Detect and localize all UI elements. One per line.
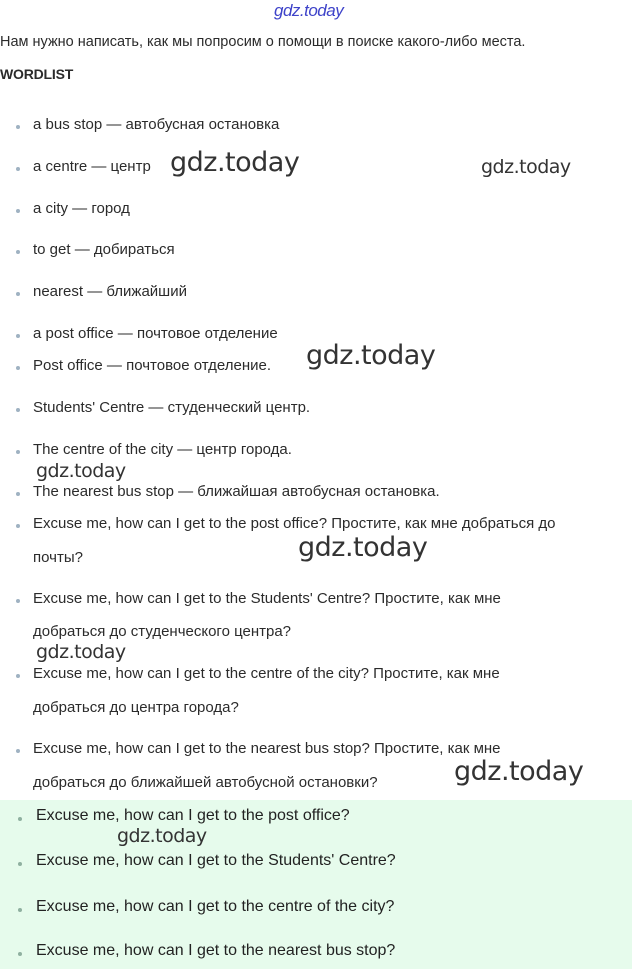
watermark: gdz.today [454,756,584,787]
watermark: gdz.today [298,532,428,563]
wordlist-heading: WORDLIST [0,66,74,82]
bullet-icon [16,292,20,296]
list-item-text: a city — город [33,200,130,217]
bullet-icon [16,524,20,528]
list-item-text: Excuse me, how can I get to the post office? Простите, как мне добраться до [33,515,556,532]
site-mark: gdz.today [274,1,344,20]
list-item-text: Excuse me, how can I get to the Students' Centre? Простите, как мне [33,590,501,607]
bullet-icon [18,862,22,866]
answer-text: Excuse me, how can I get to the post office? [36,807,350,824]
list-item-text: a centre — центр [33,158,151,175]
bullet-icon [16,167,20,171]
list-item-text: The nearest bus stop — ближайшая автобусная остановка. [33,483,440,500]
watermark: gdz.today [36,460,126,482]
list-item-text: The centre of the city — центр города. [33,441,292,458]
list-item-text: Excuse me, how can I get to the nearest bus stop? Простите, как мне [33,740,501,757]
watermark: gdz.today [170,147,300,178]
list-item-text: Students' Centre — студенческий центр. [33,399,311,416]
bullet-icon [16,674,20,678]
watermark: gdz.today [117,825,207,847]
list-item-text: a post office — почтовое отделение [33,325,278,342]
list-item-text: Excuse me, how can I get to the centre of the city? Простите, как мне [33,665,500,682]
watermark: gdz.today [481,156,571,178]
answer-text: Excuse me, how can I get to the Students' Centre? [36,852,396,869]
bullet-icon [16,599,20,603]
bullet-icon [16,450,20,454]
list-item-text-continued: добраться до студенческого центра? [33,623,292,640]
bullet-icon [16,492,20,496]
answer-text: Excuse me, how can I get to the nearest bus stop? [36,942,396,959]
watermark: gdz.today [36,641,126,663]
bullet-icon [16,334,20,338]
list-item-text-continued: добраться до центра города? [33,699,239,716]
list-item-text-continued: добраться до ближайшей автобусной остановки? [33,774,378,791]
answer-text: Excuse me, how can I get to the centre of the city? [36,898,395,915]
bullet-icon [18,952,22,956]
bullet-icon [16,366,20,370]
list-item-text: Post office — почтовое отделение. [33,357,271,374]
bullet-icon [16,408,20,412]
bullet-icon [18,908,22,912]
list-item-text: nearest — ближайший [33,283,187,300]
bullet-icon [16,209,20,213]
list-item-text: to get — добираться [33,241,175,258]
bullet-icon [16,250,20,254]
bullet-icon [16,749,20,753]
bullet-icon [16,125,20,129]
bullet-icon [18,817,22,821]
intro-text: Нам нужно написать, как мы попросим о помощи в поиске какого-либо места. [0,34,526,50]
list-item-text-continued: почты? [33,549,83,566]
list-item-text: a bus stop — автобусная остановка [33,116,280,133]
watermark: gdz.today [306,340,436,371]
